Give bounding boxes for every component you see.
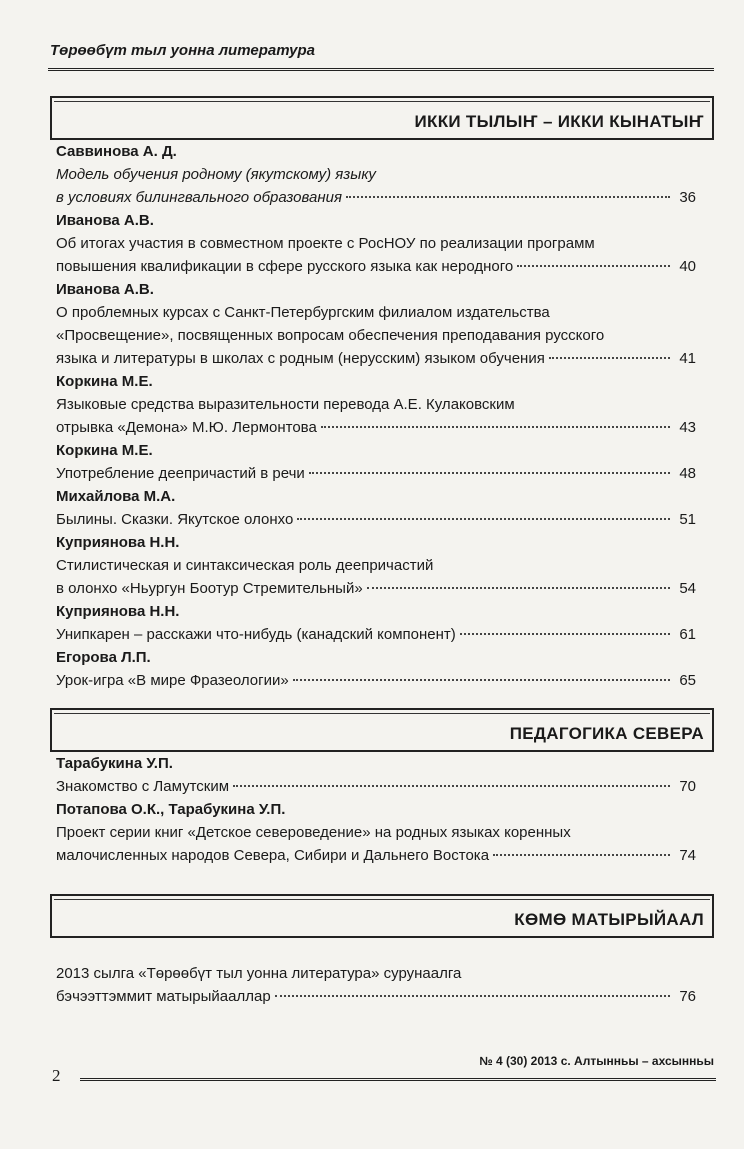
entry-page-number: 51 bbox=[679, 511, 696, 528]
entry-title-line: Знакомство с Ламутским bbox=[56, 778, 230, 795]
section-header-3 bbox=[50, 894, 714, 938]
entry-page-number: 61 bbox=[679, 626, 696, 643]
entry-page-number: 43 bbox=[679, 419, 696, 436]
toc-entry[interactable] bbox=[56, 209, 696, 278]
entry-title-line: Урок-игра «В мире Фразеологии» bbox=[56, 672, 289, 689]
entry-author: Михайлова М.А. bbox=[56, 488, 176, 505]
entry-author: Коркина М.Е. bbox=[56, 442, 153, 459]
dot-leader bbox=[233, 785, 670, 787]
entry-page-number: 74 bbox=[679, 847, 696, 864]
toc-entry[interactable] bbox=[56, 752, 696, 798]
entry-page-number: 41 bbox=[679, 350, 696, 367]
dot-leader bbox=[517, 265, 670, 267]
section-title: ПЕДАГОГИКА СЕВЕРА bbox=[509, 724, 704, 743]
entry-title-line: Былины. Сказки. Якутское олонхо bbox=[56, 511, 294, 528]
entry-title-line: 2013 сылга «Төрөөбүт тыл уонна литература» сурунаалга bbox=[56, 965, 462, 982]
entry-title-line: языка и литературы в школах с родным (нерусским) языком обучения bbox=[56, 350, 545, 367]
entry-page-number: 48 bbox=[679, 465, 696, 482]
dot-leader bbox=[460, 633, 670, 635]
header-rule bbox=[48, 68, 714, 71]
entry-title-line: «Просвещение», посвященных вопросам обеспечения преподавания русского bbox=[56, 327, 605, 344]
entry-page-number: 36 bbox=[679, 189, 696, 206]
toc-entry[interactable] bbox=[56, 140, 696, 209]
entry-title-line: Унипкарен – расскажи что-нибудь (канадский компонент) bbox=[56, 626, 456, 643]
toc-entry[interactable] bbox=[56, 439, 696, 485]
entry-title-line: О проблемных курсах с Санкт-Петербургским филиалом издательства bbox=[56, 304, 550, 321]
entry-title-line: Об итогах участия в совместном проекте с РосНОУ по реализации программ bbox=[56, 235, 595, 252]
toc-entry[interactable] bbox=[56, 485, 696, 531]
entry-title-line: бэчээттэммит матырыйааллар bbox=[56, 988, 271, 1005]
entry-title-line: Языковые средства выразительности перевода А.Е. Кулаковским bbox=[56, 396, 515, 413]
entry-title-line: отрывка «Демона» М.Ю. Лермонтова bbox=[56, 419, 317, 436]
entry-title-line: Модель обучения родному (якутскому) языку bbox=[56, 166, 376, 183]
section-header-1 bbox=[50, 96, 714, 140]
section-title: КӨМӨ МАТЫРЫЙААЛ bbox=[514, 910, 704, 929]
entry-author: Саввинова А. Д. bbox=[56, 143, 177, 160]
entry-title-line: Проект серии книг «Детское североведение» на родных языках коренных bbox=[56, 824, 571, 841]
entry-title-line: повышения квалификации в сфере русского языка как неродного bbox=[56, 258, 514, 275]
dot-leader bbox=[321, 426, 670, 428]
footer-rule bbox=[80, 1078, 716, 1081]
entry-title-line: Употребление деепричастий в речи bbox=[56, 465, 305, 482]
toc-entry[interactable] bbox=[56, 370, 696, 439]
entry-page-number: 70 bbox=[679, 778, 696, 795]
entry-title-line: Стилистическая и синтаксическая роль деепричастий bbox=[56, 557, 434, 574]
toc-entry[interactable] bbox=[56, 531, 696, 600]
dot-leader bbox=[275, 995, 670, 997]
dot-leader bbox=[367, 587, 670, 589]
entry-author: Потапова О.К., Тарабукина У.П. bbox=[56, 801, 286, 818]
entry-page-number: 40 bbox=[679, 258, 696, 275]
entry-author: Егорова Л.П. bbox=[56, 649, 151, 666]
entry-title-line: в условиях билингвального образования bbox=[56, 189, 342, 206]
entry-author: Куприянова Н.Н. bbox=[56, 534, 180, 551]
entry-author: Коркина М.Е. bbox=[56, 373, 153, 390]
dot-leader bbox=[293, 679, 670, 681]
toc-entry[interactable] bbox=[56, 646, 696, 692]
entry-author: Тарабукина У.П. bbox=[56, 755, 173, 772]
toc-entry[interactable] bbox=[56, 798, 696, 867]
dot-leader bbox=[549, 357, 670, 359]
issue-info: № 4 (30) 2013 с. Алтынньы – ахсынньы bbox=[479, 1054, 714, 1068]
entry-title-line: в олонхо «Ньургун Боотур Стремительный» bbox=[56, 580, 363, 597]
entry-author: Иванова А.В. bbox=[56, 212, 154, 229]
entry-page-number: 76 bbox=[679, 988, 696, 1005]
entry-author: Куприянова Н.Н. bbox=[56, 603, 180, 620]
section-title: ИККИ ТЫЛЫҤ – ИККИ КЫНАТЫҤ bbox=[414, 112, 704, 131]
entry-title-line: малочисленных народов Севера, Сибири и Дальнего Востока bbox=[56, 847, 490, 864]
entry-page-number: 54 bbox=[679, 580, 696, 597]
dot-leader bbox=[493, 854, 670, 856]
dot-leader bbox=[309, 472, 670, 474]
toc-entry[interactable] bbox=[56, 600, 696, 646]
toc-entry[interactable] bbox=[56, 278, 696, 370]
dot-leader bbox=[297, 518, 670, 520]
page-number: 2 bbox=[52, 1066, 61, 1085]
journal-title: Төрөөбүт тыл уонна литература bbox=[50, 42, 316, 59]
entry-page-number: 65 bbox=[679, 672, 696, 689]
entry-author: Иванова А.В. bbox=[56, 281, 154, 298]
toc-entry[interactable] bbox=[56, 962, 696, 1008]
dot-leader bbox=[346, 196, 670, 198]
section-header-2 bbox=[50, 708, 714, 752]
